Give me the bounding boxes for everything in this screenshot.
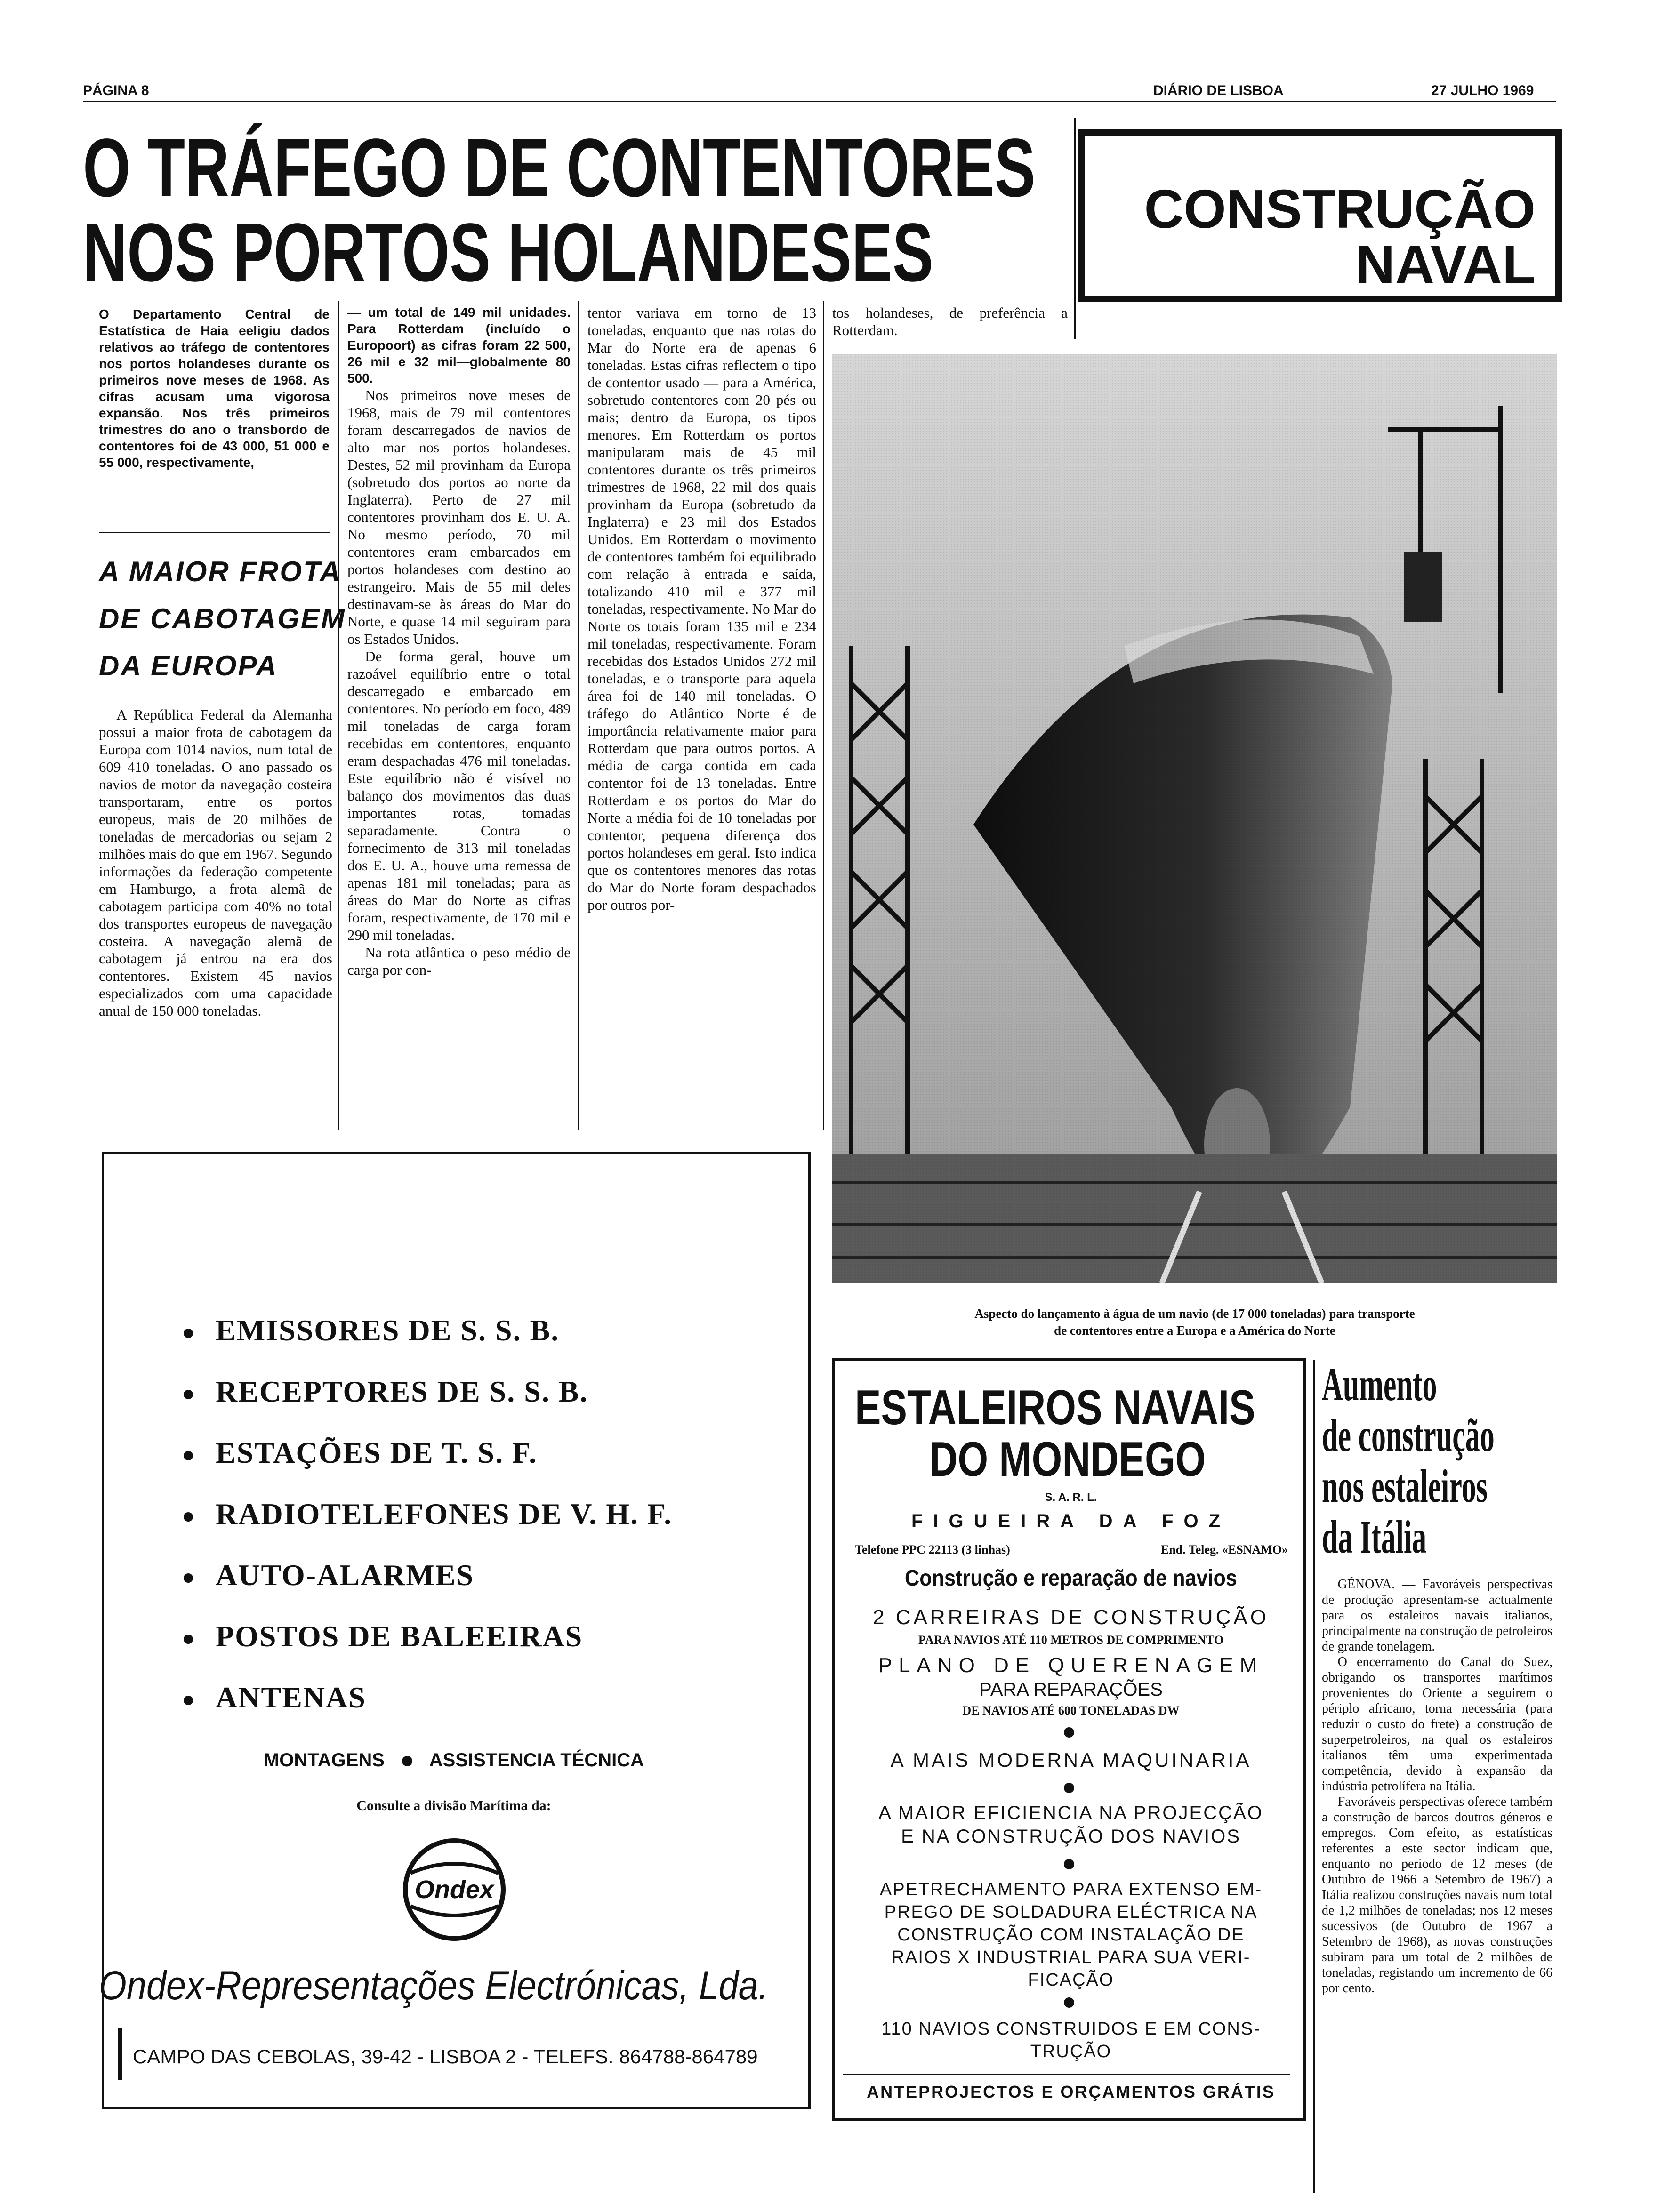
telegram-address: End. Teleg. «ESNAMO» bbox=[1160, 1543, 1288, 1556]
article-column-2 bbox=[347, 304, 571, 978]
ondex-address: CAMPO DAS CEBOLAS, 39-42 - LISBOA 2 - TELEFS. 864788-864789 bbox=[133, 2045, 758, 2068]
service-5-line-1: APETRECHAMENTO PARA EXTENSO EM- bbox=[879, 1880, 1263, 1899]
header-rule bbox=[83, 101, 1556, 102]
italy-article-body bbox=[1322, 1577, 1552, 1996]
estaleiros-footer: ANTEPROJECTOS E ORÇAMENTOS GRÁTIS bbox=[867, 2082, 1275, 2101]
service-2: PLANO DE QUERENAGEM bbox=[878, 1654, 1264, 1677]
main-headline-line-2: NOS PORTOS HOLANDESES bbox=[83, 207, 933, 299]
bullet-icon bbox=[184, 1451, 193, 1460]
product-item: POSTOS DE BALEEIRAS bbox=[184, 1619, 583, 1654]
ship-launch-photo bbox=[832, 354, 1557, 1283]
ondex-company-name: Ondex-Representações Electrónicas, Lda. bbox=[99, 1963, 768, 2008]
italy-heading-line-4: da Itália bbox=[1322, 1511, 1427, 1563]
services-line: MONTAGENS ASSISTENCIA TÉCNICA bbox=[263, 1750, 644, 1771]
service-1: 2 CARREIRAS DE CONSTRUÇÃO bbox=[873, 1606, 1269, 1629]
italy-paragraph: O encerramento do Canal do Suez, obrigando os transportes marítimos provenientes do Oriente a seguirem o périplo africano, torna necessária (para reduzir o custo do frete) a construção de superpetroleiros, na qual os estaleiros italianos têm uma experimentada competência, devido à expansão da indústria petrolífera na Itália. bbox=[1322, 1655, 1552, 1794]
company-city: FIGUEIRA DA FOZ bbox=[911, 1511, 1231, 1531]
estaleiros-title-line-2: DO MONDEGO bbox=[929, 1432, 1206, 1487]
estaleiros-title-line-1: ESTALEIROS NAVAIS bbox=[855, 1380, 1255, 1435]
sub-heading-1: A MAIOR FROTA bbox=[99, 556, 342, 587]
service-2-sub: PARA REPARAÇÕES bbox=[979, 1679, 1163, 1700]
service-3: A MAIS MODERNA MAQUINARIA bbox=[890, 1749, 1252, 1771]
section-rule bbox=[99, 532, 330, 533]
bullet-icon bbox=[184, 1390, 193, 1399]
separator-dot bbox=[1064, 1783, 1074, 1793]
article-lead: O Departamento Central de Estatística de Haia eeligiu dados relativos ao tráfego de contentores nos portos holandeses durante os primeiros nove meses de 1968. As cifras acusam uma vigorosa expansão. Nos três primeiros trimestres do ano o transbordo de contentores foi de 43 000, 51 000 e 55 000, respectivamente, bbox=[99, 307, 330, 470]
service-5-line-3: CONSTRUÇÃO COM INSTALAÇÃO DE bbox=[897, 1925, 1245, 1945]
contact-line bbox=[855, 1543, 1288, 1557]
article-column-3 bbox=[587, 304, 816, 914]
sub-heading-2: DE CABOTAGEM bbox=[99, 603, 346, 634]
article-column-4 bbox=[832, 304, 1068, 339]
separator-dot bbox=[1064, 1727, 1074, 1738]
column-2-paragraph: Na rota atlântica o peso médio de carga por con- bbox=[347, 944, 571, 978]
phone-number: Telefone PPC 22113 (3 linhas) bbox=[855, 1543, 1010, 1556]
sub-article-paragraph: A República Federal da Alemanha possui a maior frota de cabotagem da Europa com 1014 navios, num total de 609 410 toneladas. O ano passado os navios de motor da navegação costeira transportaram, entre os portos europeus, mais de 20 milhões de toneladas de mercadorias ou sejam 2 milhões mais do que em 1967. Segundo informações da federação competente em Hamburgo, a frota alemã de cabotagem participa com 40% no total dos transportes europeus de navegação costeira. A navegação alemã de cabotagem já entrou na era dos contentores. Existem 45 navios especializados com uma capacidade anual de 150 000 toneladas. bbox=[99, 706, 332, 1019]
service-1-detail: PARA NAVIOS ATÉ 110 METROS DE COMPRIMENTO bbox=[918, 1633, 1224, 1647]
main-headline-line-1: O TRÁFEGO DE CONTENTORES bbox=[83, 122, 1036, 214]
bullet-icon bbox=[184, 1696, 193, 1705]
italy-paragraph: Favoráveis perspectivas oferece também a construção de barcos doutros géneros e empregos. Com efeito, as estatísticas referentes a este sector indicam que, enquanto no período de 12 meses (de Outubro de 1966 a Setembro de 1967) a Itália realizou construções navais num total de 1,2 milhões de toneladas; nos 12 meses sucessivos (de Outubro de 1967 a Setembro de 1968), as novas construções subiram para um total de 2 milhões de toneladas, registando um incremento de 66 por cento. bbox=[1322, 1795, 1552, 1996]
bullet-icon bbox=[184, 1329, 193, 1338]
section-title-line-2: NAVAL bbox=[1355, 234, 1536, 295]
sub-article-body bbox=[99, 706, 332, 1019]
ship-launch-image bbox=[832, 354, 1557, 1283]
bullet-icon bbox=[184, 1573, 193, 1583]
service-5-line-4: RAIOS X INDUSTRIAL PARA SUA VERI- bbox=[891, 1948, 1251, 1967]
photo-caption-line-2: de contentores entre a Europa e a América do Norte bbox=[1054, 1323, 1335, 1338]
column-rule bbox=[1074, 118, 1076, 339]
bullet-icon bbox=[184, 1635, 193, 1644]
photo-caption-line-1: Aspecto do lançamento à água de um navio (de 17 000 toneladas) para transporte bbox=[974, 1306, 1415, 1321]
service-6-line-1: 110 NAVIOS CONSTRUIDOS E EM CONS- bbox=[881, 2019, 1261, 2039]
italy-heading-line-1: Aumento bbox=[1322, 1358, 1437, 1411]
service-4-line-1: A MAIOR EFICIENCIA NA PROJECÇÃO bbox=[878, 1803, 1263, 1823]
service-5-line-5: FICAÇÃO bbox=[1028, 1970, 1114, 1990]
ondex-logo-text: Ondex bbox=[414, 1875, 494, 1904]
estaleiros-tagline: Construção e reparação de navios bbox=[905, 1566, 1237, 1591]
column-3-paragraph: tentor variava em torno de 13 toneladas, enquanto que nas rotas do Mar do Norte era de apenas 6 toneladas. Estas cifras reflectem o tipo de contentor usado — para a América, sobretudo contentores com 20 pés ou mais; dentro da Europa, os tipos menores. Em Rotterdam os portos manipularam mais de 45 mil contentores durante os três primeiros trimestres de 1968, 22 mil dos quais provinham da Europa (sobretudo da Inglaterra) e 23 mil dos Estados Unidos. Em Rotterdam o movimento de contentores também foi equilibrado com relação à entrada e saída, totalizando 410 mil e 377 mil toneladas, respectivamente. No Mar do Norte os totais foram 135 mil e 234 mil toneladas, respectivamente. Foram recebidas dos Estados Unidos 272 mil toneladas, e o transporte para aquela área foi de 140 mil toneladas. O tráfego do Atlântico Norte é de importância relativamente maior para Rotterdam que para outros portos. A média de carga contida em cada contentor foi de 13 toneladas. Entre Rotterdam e os portos do Mar do Norte a média foi de 10 toneladas por contentor, pequena diferença dos portos holandeses em geral. Isto indica que os contentores menores das rotas do Mar do Norte foram despachados por outros por- bbox=[587, 305, 816, 913]
company-type: S. A. R. L. bbox=[1045, 1491, 1097, 1504]
service-5-line-2: PREGO DE SOLDADURA ELÉCTRICA NA bbox=[884, 1902, 1258, 1922]
service-6-line-2: TRUÇÃO bbox=[1030, 2042, 1112, 2061]
separator-dot bbox=[1064, 1997, 1074, 2008]
issue-date: 27 JULHO 1969 bbox=[1431, 83, 1534, 98]
column-4-paragraph: tos holandeses, de preferência a Rotterdam. bbox=[832, 305, 1068, 338]
column-rule bbox=[338, 301, 339, 1130]
italy-paragraph: GÉNOVA. — Favoráveis perspectivas de produção apresentam-se actualmente para os estaleiros navais italianos, principalmente na construção de petroleiros de grande tonelagem. bbox=[1322, 1577, 1552, 1654]
column-2-lead: — um total de 149 mil unidades. Para Rotterdam (incluído o Europoort) as cifras foram 22 500, 26 mil e 32 mil—globalmente 80 500. bbox=[347, 305, 571, 385]
column-rule bbox=[823, 301, 824, 1130]
bullet-icon bbox=[184, 1512, 193, 1522]
product-item: ESTAÇÕES DE T. S. F. bbox=[184, 1435, 537, 1470]
product-item: AUTO-ALARMES bbox=[184, 1558, 474, 1593]
page-number: PÁGINA 8 bbox=[83, 83, 149, 98]
column-2-paragraph: Nos primeiros nove meses de 1968, mais de 79 mil contentores foram descarregados de navios de alto mar nos portos holandeses. Destes, 52 mil provinham da Europa (sobretudo dos portos ao norte da Inglaterra). Perto de 27 mil contentores provinham dos E. U. A. No mesmo período, 70 mil contentores eram embarcados em portos holandeses com destino ao estrangeiro. Mais de 55 mil deles destinavam-se às áreas do Mar do Norte, e quase 14 mil seguiram para os Estados Unidos. bbox=[347, 387, 571, 647]
consult-line: Consulte a divisão Marítima da: bbox=[356, 1798, 551, 1813]
sub-heading-3: DA EUROPA bbox=[99, 650, 278, 681]
product-item: RECEPTORES DE S. S. B. bbox=[184, 1374, 588, 1409]
bullet-icon bbox=[402, 1756, 412, 1766]
product-item: RADIOTELEFONES DE V. H. F. bbox=[184, 1497, 672, 1531]
service-2-detail: DE NAVIOS ATÉ 600 TONELADAS DW bbox=[962, 1704, 1180, 1717]
italy-heading-line-2: de construção bbox=[1322, 1409, 1495, 1461]
italy-heading-line-3: nos estaleiros bbox=[1322, 1460, 1488, 1512]
service-4-line-2: E NA CONSTRUÇÃO DOS NAVIOS bbox=[901, 1826, 1241, 1847]
column-2-paragraph: De forma geral, houve um razoável equilíbrio entre o total descarregado e embarcado em contentores. No período em foco, 489 mil toneladas de carga foram recebidas em contentores, enquanto eram despachadas 476 mil toneladas. Este equilíbrio não é visível no balanço dos movimentos das duas importantes rotas, tomadas separadamente. Contra o fornecimento de 313 mil toneladas dos E. U. A., houve uma remessa de apenas 181 mil toneladas; para as áreas do Mar do Norte as cifras foram, respectivamente, de 170 mil e 290 mil toneladas. bbox=[347, 648, 571, 943]
column-rule bbox=[578, 301, 579, 1130]
ondex-logo bbox=[400, 1835, 508, 1944]
ad-footer-rule bbox=[843, 2074, 1290, 2075]
address-bar bbox=[118, 2028, 122, 2080]
newspaper-name: DIÁRIO DE LISBOA bbox=[1153, 83, 1284, 98]
section-title-line-1: CONSTRUÇÃO bbox=[1144, 178, 1536, 240]
product-item: ANTENAS bbox=[184, 1680, 366, 1715]
product-item: EMISSORES DE S. S. B. bbox=[184, 1313, 559, 1348]
separator-dot bbox=[1064, 1859, 1074, 1869]
column-rule bbox=[1313, 1360, 1315, 2193]
